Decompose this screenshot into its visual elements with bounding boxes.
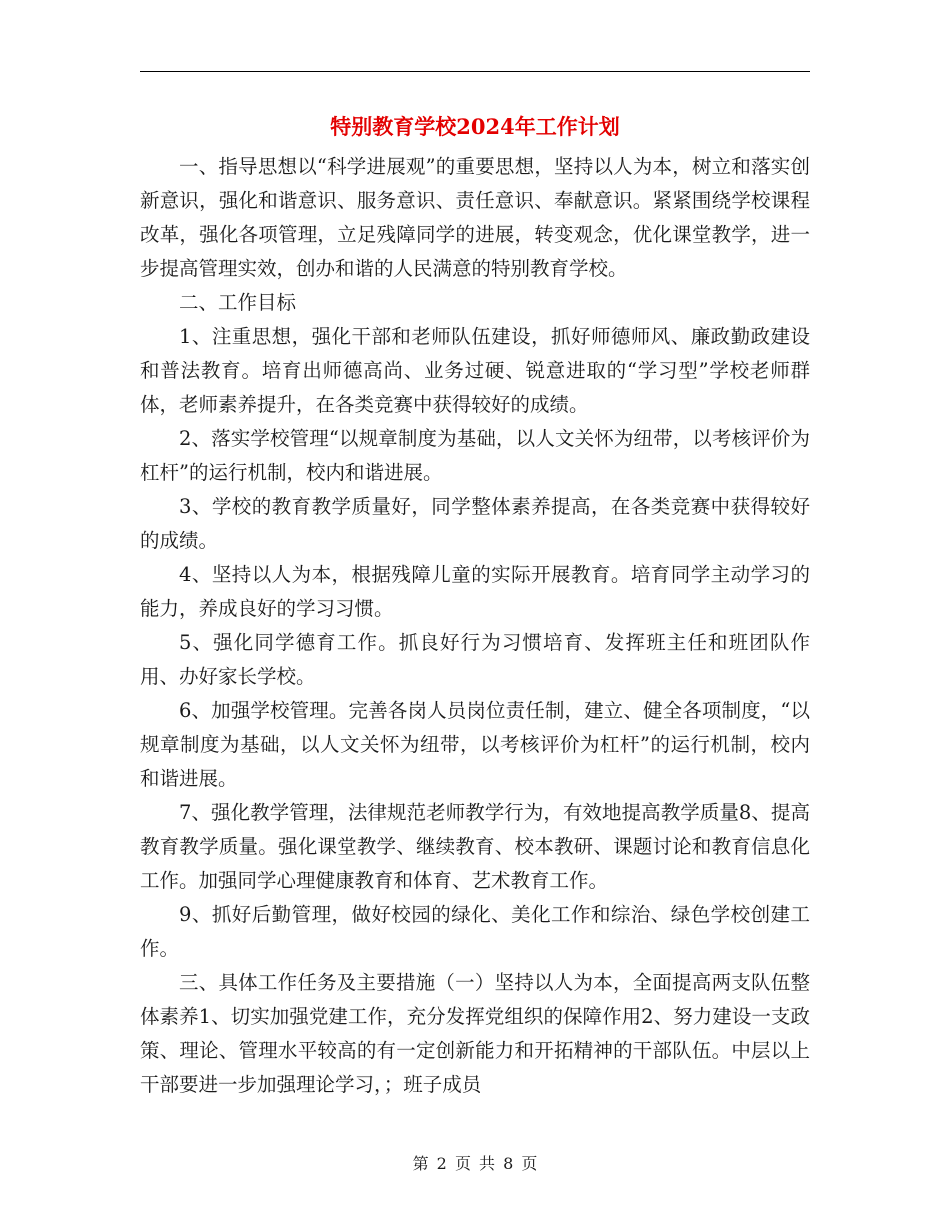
- page-number: 第 2 页 共 8 页: [412, 1154, 538, 1173]
- paragraph-goal-9: 9、抓好后勤管理，做好校园的绿化、美化工作和综治、绿色学校创建工作。: [140, 903, 810, 960]
- paragraph-guiding-ideology: 一、指导思想以“科学进展观”的重要思想，坚持以人为本，树立和落实创新意识，强化和谐意识、服务意识、责任意识、奉献意识。紧紧围绕学校课程改革，强化各项管理，立足残障同学的进展，转变观念，优化课堂教学，进一步提高管理实效，创办和谐的人民满意的特别教育学校。: [140, 155, 810, 280]
- paragraph-goal-5: 5、强化同学德育工作。抓良好行为习惯培育、发挥班主任和班团队作用、办好家长学校。: [140, 631, 810, 688]
- paragraph-goal-2: 2、落实学校管理“以规章制度为基础，以人文关怀为纽带，以考核评价为杠杆”的运行机制，校内和谐进展。: [140, 427, 810, 484]
- paragraph-goal-1: 1、注重思想，强化干部和老师队伍建设，抓好师德师风、廉政勤政建设和普法教育。培育出师德高尚、业务过硬、锐意进取的“学习型”学校老师群体，老师素养提升，在各类竞赛中获得较好的成绩。: [140, 325, 810, 416]
- paragraph-goal-7-8: 7、强化教学管理，法律规范老师教学行为，有效地提高教学质量8、提高教育教学质量。强化课堂教学、继续教育、校本教研、课题讨论和教育信息化工作。加强同学心理健康教育和体育、艺术教育工作。: [140, 801, 810, 892]
- paragraph-goal-6: 6、加强学校管理。完善各岗人员岗位责任制，建立、健全各项制度，“以规章制度为基础，以人文关怀为纽带，以考核评价为杠杆”的运行机制，校内和谐进展。: [140, 699, 810, 790]
- paragraph-goal-4: 4、坚持以人为本，根据残障儿童的实际开展教育。培育同学主动学习的能力，养成良好的学习习惯。: [140, 563, 810, 620]
- header-rule: [140, 71, 810, 72]
- heading-work-goals: 二、工作目标: [179, 291, 297, 314]
- paragraph-goal-3: 3、学校的教育教学质量好，同学整体素养提高，在各类竞赛中获得较好的成绩。: [140, 495, 810, 552]
- document-title: 特别教育学校2024年工作计划: [330, 114, 620, 139]
- paragraph-tasks-measures: 三、具体工作任务及主要措施（一）坚持以人为本，全面提高两支队伍整体素养1、切实加强党建工作，充分发挥党组织的保障作用2、努力建设一支政策、理论、管理水平较高的有一定创新能力和开拓精神的干部队伍。中层以上干部要进一步加强理论学习，；班子成员: [140, 971, 810, 1096]
- document-body: [140, 150, 810, 1102]
